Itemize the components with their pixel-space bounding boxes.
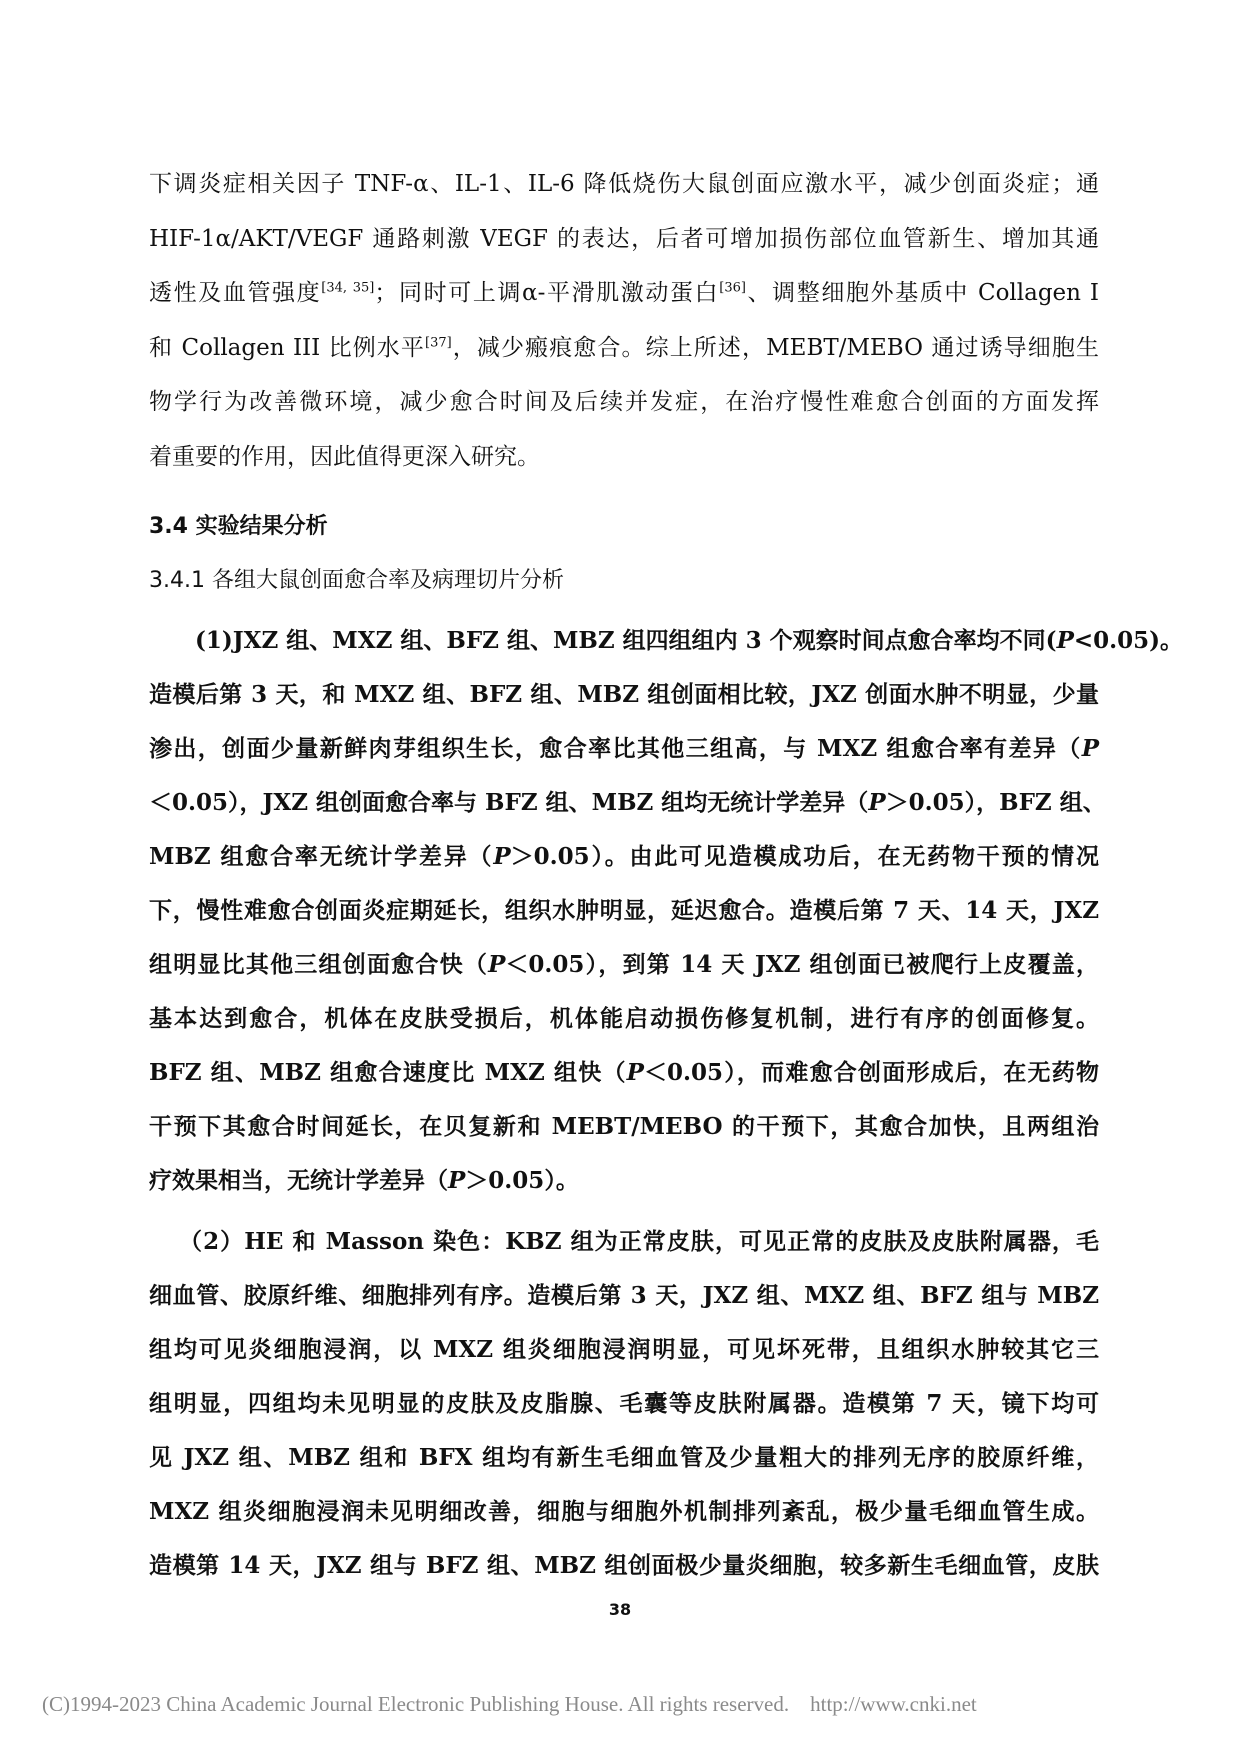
citation-ref: [34, 35] xyxy=(321,280,375,296)
text-line: 组明显，四组均未见明显的皮肤及皮脂腺、毛囊等皮肤附属器。造模第 7 天，镜下均可 xyxy=(149,1390,1099,1417)
text-line: 造模第 14 天，JXZ 组与 BFZ 组、MBZ 组创面极少量炎细胞，较多新生毛细血管，皮肤 xyxy=(149,1552,1099,1579)
page-number: 38 xyxy=(608,1600,632,1619)
copyright-text: (C)1994-2023 China Academic Journal Electronic Publishing House. All rights reserved. xyxy=(42,1692,790,1716)
text-line: 细血管、胶原纤维、细胞排列有序。造模后第 3 天，JXZ 组、MXZ 组、BFZ 组与 MBZ xyxy=(149,1282,1099,1309)
copyright-footer xyxy=(42,1692,977,1717)
text-line: 组均可见炎细胞浸润，以 MXZ 组炎细胞浸润明显，可见坏死带，且组织水肿较其它三 xyxy=(149,1336,1099,1363)
text-line: 物学行为改善微环境，减少愈合时间及后续并发症，在治疗慢性难愈合创面的方面发挥 xyxy=(149,389,1099,415)
text-line: 渗出，创面少量新鲜肉芽组织生长，愈合率比其他三组高，与 MXZ 组愈合率有差异（P xyxy=(149,735,1099,762)
text-line: 和 Collagen III 比例水平[37]，减少瘢痕愈合。综上所述，MEBT/MEBO 通过诱导细胞生 xyxy=(149,334,1099,361)
text-line: 基本达到愈合，机体在皮肤受损后，机体能启动损伤修复机制，进行有序的创面修复。 xyxy=(149,1005,1099,1032)
results-paragraph-1 xyxy=(149,614,1184,1208)
footer-link[interactable]: http://www.cnki.net xyxy=(810,1692,977,1716)
text-line: （2）HE 和 Masson 染色：KBZ 组为正常皮肤，可见正常的皮肤及皮肤附属器，毛 xyxy=(179,1228,1099,1255)
body-paragraph-continued xyxy=(149,157,1099,484)
text-line: BFZ 组、MBZ 组愈合速度比 MXZ 组快（P＜0.05），而难愈合创面形成后，在无药物 xyxy=(149,1059,1099,1086)
text-line: 疗效果相当，无统计学差异（P＞0.05）。 xyxy=(149,1167,579,1194)
text-line: HIF-1α/AKT/VEGF 通路刺激 VEGF 的表达，后者可增加损伤部位血管新生、增加其通 xyxy=(149,225,1099,252)
text-line: 着重要的作用，因此值得更深入研究。 xyxy=(149,443,540,470)
text-line: 下，慢性难愈合创面炎症期延长，组织水肿明显，延迟愈合。造模后第 7 天、14 天，JXZ xyxy=(149,897,1099,924)
text-line: 造模后第 3 天，和 MXZ 组、BFZ 组、MBZ 组创面相比较，JXZ 创面水肿不明显，少量 xyxy=(149,681,1099,708)
text-line: 透性及血管强度[34, 35]；同时可上调α-平滑肌激动蛋白[36]、调整细胞外基质中 Collagen I xyxy=(149,280,1099,306)
text-line: 干预下其愈合时间延长，在贝复新和 MEBT/MEBO 的干预下，其愈合加快，且两组治 xyxy=(149,1113,1099,1140)
text-line: 下调炎症相关因子 TNF-α、IL-1、IL-6 降低烧伤大鼠创面应激水平，减少创面炎症；通 xyxy=(149,171,1100,197)
text-line: ＜0.05），JXZ 组创面愈合率与 BFZ 组、MBZ 组均无统计学差异（P＞0.05），BFZ 组、 xyxy=(149,789,1106,816)
text-line: 见 JXZ 组、MBZ 组和 BFX 组均有新生毛细血管及少量粗大的排列无序的胶原纤维， xyxy=(149,1444,1099,1471)
section-heading: 3.4 实验结果分析 xyxy=(149,514,328,539)
citation-ref: [36] xyxy=(719,280,746,296)
subsection-heading: 3.4.1 各组大鼠创面愈合率及病理切片分析 xyxy=(149,568,564,593)
citation-ref: [37] xyxy=(425,334,452,350)
results-paragraph-2 xyxy=(149,1215,1099,1593)
text-line: MBZ 组愈合率无统计学差异（P＞0.05）。由此可见造模成功后，在无药物干预的情况 xyxy=(149,843,1099,870)
text-line: MXZ 组炎细胞浸润未见明细改善，细胞与细胞外机制排列紊乱，极少量毛细血管生成。 xyxy=(149,1498,1099,1525)
text-line: (1)JXZ 组、MXZ 组、BFZ 组、MBZ 组四组组内 3 个观察时间点愈合率均不同(P<0.05)。 xyxy=(195,627,1184,654)
text-line: 组明显比其他三组创面愈合快（P＜0.05），到第 14 天 JXZ 组创面已被爬行上皮覆盖， xyxy=(149,951,1100,978)
